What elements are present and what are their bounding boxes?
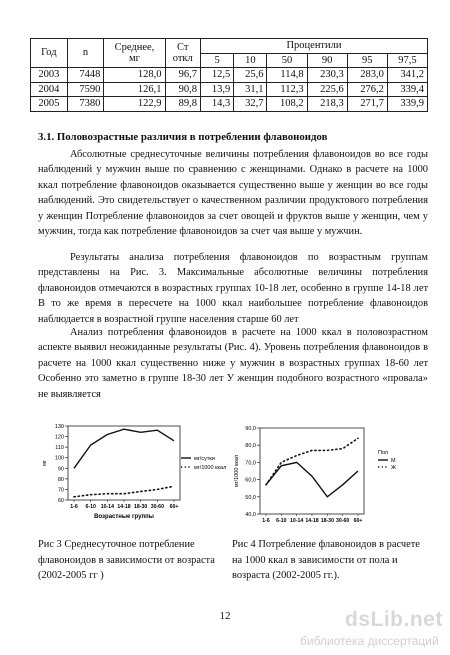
legend-label-2: Ж — [391, 465, 397, 471]
table-row — [31, 82, 428, 97]
table-cell: 341,2 — [387, 68, 427, 83]
table-row — [31, 97, 428, 112]
page-number: 12 — [219, 610, 231, 622]
table-cell: 14,3 — [200, 97, 233, 112]
series-line-1 — [266, 462, 358, 496]
col-mean-label: Среднее, — [114, 41, 155, 53]
table-cell: 108,2 — [267, 97, 307, 112]
legend-label-2: мг/1000 ккал — [194, 465, 227, 471]
x-tick-label: 30-60 — [336, 518, 350, 524]
x-tick-label: 30-60 — [150, 504, 164, 510]
col-p975: 97,5 — [387, 53, 427, 68]
y-tick-label: 90,0 — [245, 426, 256, 432]
table-cell: 339,9 — [387, 97, 427, 112]
y-tick-label: 80,0 — [245, 443, 256, 450]
legend-label-1: М — [391, 458, 396, 464]
y-tick-label: 60,0 — [245, 477, 256, 484]
x-axis-label: Возрастные группы — [94, 514, 154, 520]
col-n: n — [67, 39, 104, 68]
col-p10: 10 — [234, 53, 267, 68]
x-tick-label: 1-6 — [70, 504, 78, 510]
table-cell: 96,7 — [165, 68, 200, 83]
table-cell: 230,3 — [307, 68, 347, 83]
series-line-1 — [74, 429, 174, 468]
table-cell: 112,3 — [267, 82, 307, 97]
x-tick-label: 14-18 — [117, 504, 131, 510]
table-cell: 122,9 — [104, 97, 165, 112]
y-tick-label: 100 — [54, 455, 64, 462]
table-header-row — [31, 39, 428, 54]
x-tick-label: 6-10 — [276, 518, 287, 524]
x-tick-label: 18-30 — [320, 518, 334, 524]
table-cell: 339,4 — [387, 82, 427, 97]
figure-3-caption: Рис 3 Среднесуточное потребление флавоноидов в зависимости от возраста (2002-2005 гг ) — [38, 539, 215, 581]
y-tick-label: 40,0 — [245, 512, 256, 518]
paragraph-3: Анализ потребления флавоноидов в расчете на 1000 ккал в половозрастном аспекте выявил неожиданные результаты (Рис. 4). Уровень потребления флавоноидов в расчете на 1000 ккал существенно ниже у мужчин в возрастных группах 18-60 лет Особенно это заметно в группе 18-30 лет У женщин подобного возрастного «провала» не выявляется — [38, 327, 428, 400]
series-line-2 — [266, 438, 358, 485]
paragraph-1: Абсолютные среднесуточные величины потребления флавоноидов во все годы наблюдений у мужчин выше по сравнению с женщинами. Однако в расчете на 1000 ккал потребление флавоноидов оказывается существенно выше у женщин во все годы наблюдений. Это свидетельствует о качественном различии продуктового потребления у женщин Потребление флавоноидов за счет овощей и фруктов выше у женщин, чем у мужчин, тогда как потребление флавоноидов за счет чая выше у мужчин. — [38, 149, 428, 238]
table-cell: 2004 — [31, 82, 68, 97]
col-p5: 5 — [200, 53, 233, 68]
table-cell: 225,6 — [307, 82, 347, 97]
y-tick-label: 130 — [54, 424, 64, 430]
y-tick-label: 60 — [57, 498, 64, 504]
legend-label-1: мг/сутки — [194, 456, 215, 462]
table-cell: 89,8 — [165, 97, 200, 112]
table-cell: 114,8 — [267, 68, 307, 83]
paragraph-2: Результаты анализа потребления флавоноидов по возрастным группам представлены на Рис. 3. Максимальные абсолютные величины потребления флавоноидов отмечаются в возрастных группах 10-18 лет, особенно в группе 14-18 лет В то же время в пересчете на 1000 ккал наибольшее потребление флавоноидов наблюдается в возрастной группе населения старше 60 лет — [38, 252, 428, 325]
section-heading: 3.1. Половозрастные различия в потреблении флавоноидов — [38, 131, 328, 143]
series-line-2 — [74, 486, 174, 497]
figure-4-chart — [232, 422, 432, 537]
x-tick-label: 1-6 — [262, 518, 270, 524]
table-cell: 2003 — [31, 68, 68, 83]
table-cell: 7590 — [67, 82, 104, 97]
table-cell: 25,6 — [234, 68, 267, 83]
y-tick-label: 70,0 — [245, 460, 256, 467]
table-cell: 128,0 — [104, 68, 165, 83]
table-cell: 13,9 — [200, 82, 233, 97]
table-cell: 12,5 — [200, 68, 233, 83]
x-tick-label: 18-30 — [134, 504, 148, 510]
col-p90: 90 — [307, 53, 347, 68]
table-row — [31, 68, 428, 83]
table-cell: 126,1 — [104, 82, 165, 97]
y-tick-label: 80 — [57, 476, 64, 483]
watermark-logo: dsLib.net — [345, 608, 443, 631]
x-tick-label: 6-10 — [85, 504, 96, 510]
table-cell: 283,0 — [347, 68, 387, 83]
table-cell: 2005 — [31, 97, 68, 112]
y-tick-label: 90 — [57, 466, 64, 473]
y-tick-label: 50,0 — [245, 494, 256, 501]
x-tick-label: 60+ — [353, 518, 363, 524]
legend-title: Пол — [378, 450, 389, 456]
watermark-subtitle: библиотека диссертаций — [300, 634, 439, 648]
percentile-table — [30, 38, 428, 112]
y-tick-label: 120 — [54, 434, 64, 441]
col-mean-unit: мг — [128, 53, 140, 65]
col-sd-label: Ст — [177, 41, 189, 53]
col-sd — [165, 39, 200, 68]
col-mean — [104, 39, 165, 68]
col-p50: 50 — [267, 53, 307, 68]
x-tick-label: 10-14 — [290, 518, 304, 524]
table-cell: 276,2 — [347, 82, 387, 97]
table-cell: 31,1 — [234, 82, 267, 97]
x-tick-label: 14-18 — [305, 518, 319, 524]
table-cell: 32,7 — [234, 97, 267, 112]
col-sd-unit: откл — [172, 53, 193, 65]
table-cell: 7448 — [67, 68, 104, 83]
x-tick-label: 60+ — [169, 504, 179, 510]
col-year: Год — [31, 39, 68, 68]
y-axis-label: мг/1000 ккал — [234, 454, 240, 488]
table-cell: 90,8 — [165, 82, 200, 97]
y-tick-label: 70 — [57, 487, 64, 494]
table-cell: 218,3 — [307, 97, 347, 112]
figure-3-chart — [38, 422, 227, 532]
y-tick-label: 110 — [55, 445, 64, 452]
col-p95: 95 — [347, 53, 387, 68]
x-tick-label: 10-14 — [100, 504, 114, 510]
y-axis-label: мг — [42, 460, 48, 466]
col-percentiles: Процентили — [200, 39, 427, 54]
figure-4-caption: Рис 4 Потребление флавоноидов в расчете на 1000 ккал в зависимости от пола и возраста (2002-2005 гг.). — [232, 539, 420, 581]
table-cell: 7380 — [67, 97, 104, 112]
table-cell: 271,7 — [347, 97, 387, 112]
